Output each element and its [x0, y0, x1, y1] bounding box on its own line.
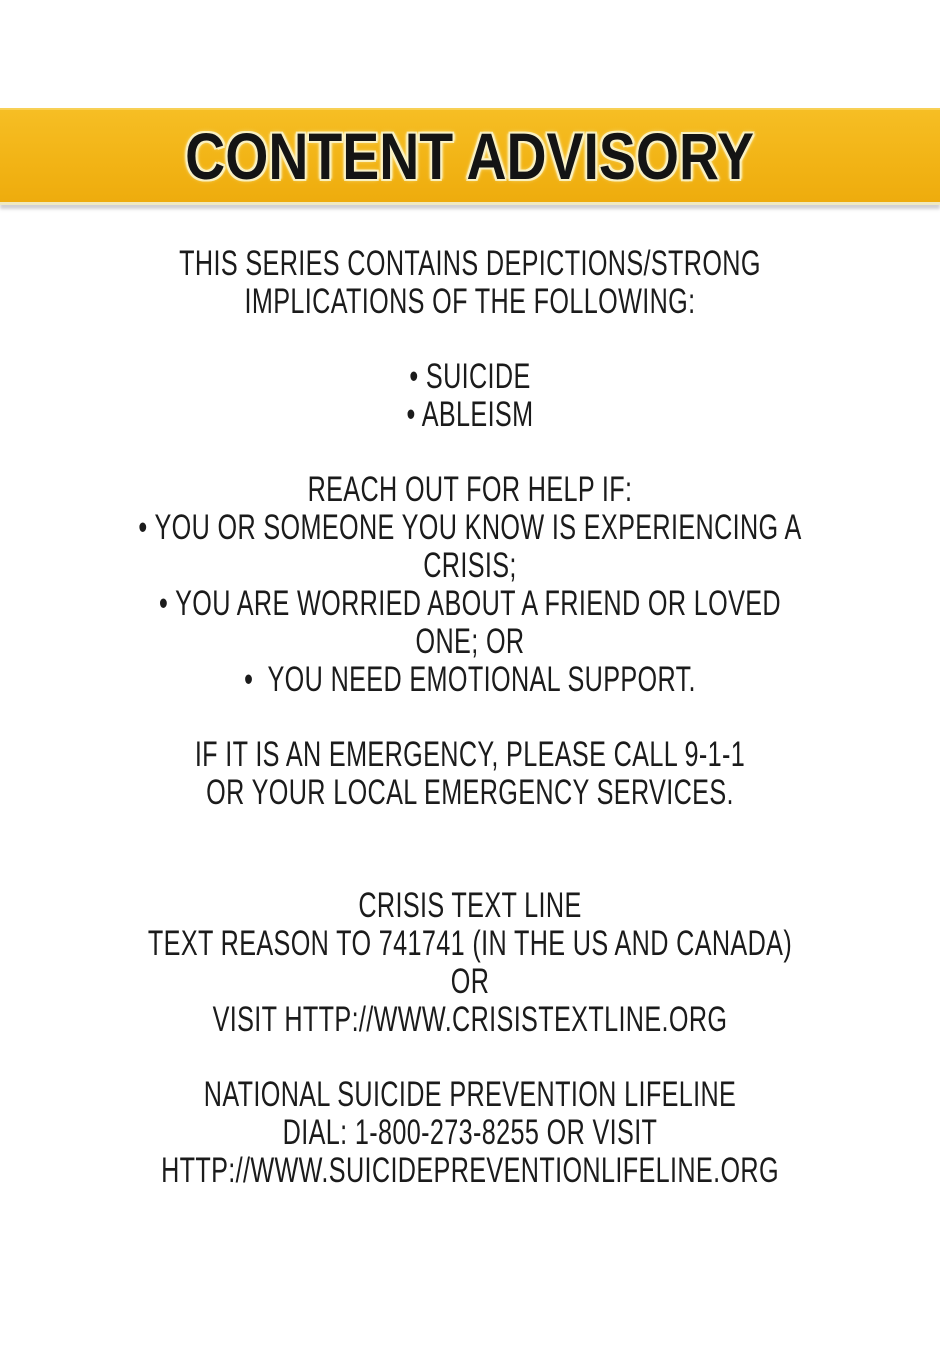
- advisory-text: [132, 245, 809, 1227]
- reach-out-heading: REACH OUT FOR HELP IF:: [307, 470, 633, 509]
- crisis-text-line-section: [132, 887, 809, 1039]
- lifeline-phone: DIAL: 1-800-273-8255 OR VISIT: [282, 1113, 658, 1152]
- emergency-line: IF IT IS AN EMERGENCY, PLEASE CALL 9-1-1: [194, 735, 746, 774]
- lifeline-section: [132, 1076, 809, 1190]
- reach-out-section: [132, 471, 809, 699]
- page-title: CONTENT ADVISORY: [185, 119, 755, 193]
- warning-item: • ABLEISM: [406, 395, 534, 434]
- intro-line: IMPLICATIONS OF THE FOLLOWING:: [244, 282, 696, 321]
- emergency-section: [132, 736, 809, 812]
- emergency-line: OR YOUR LOCAL EMERGENCY SERVICES.: [206, 773, 734, 812]
- content-advisory-banner: [0, 108, 940, 205]
- lifeline-url: HTTP://WWW.SUICIDEPREVENTIONLIFELINE.ORG: [161, 1151, 779, 1190]
- content-warnings-section: [132, 358, 809, 434]
- lifeline-title: NATIONAL SUICIDE PREVENTION LIFELINE: [203, 1075, 737, 1114]
- crisis-text-line-url: VISIT HTTP://WWW.CRISISTEXTLINE.ORG: [212, 1000, 728, 1039]
- crisis-text-line-instructions: TEXT REASON TO 741741 (IN THE US AND CANADA) OR: [147, 924, 800, 1001]
- crisis-text-line-title: CRISIS TEXT LINE: [358, 886, 582, 925]
- intro-line: THIS SERIES CONTAINS DEPICTIONS/STRONG: [179, 244, 761, 283]
- reach-out-item: • YOU NEED EMOTIONAL SUPPORT.: [244, 660, 696, 699]
- reach-out-item: • YOU OR SOMEONE YOU KNOW IS EXPERIENCING A CRISIS;: [138, 508, 810, 585]
- intro-section: [132, 245, 809, 321]
- warning-item: • SUICIDE: [409, 357, 531, 396]
- reach-out-item: • YOU ARE WORRIED ABOUT A FRIEND OR LOVED ONE; OR: [159, 584, 789, 661]
